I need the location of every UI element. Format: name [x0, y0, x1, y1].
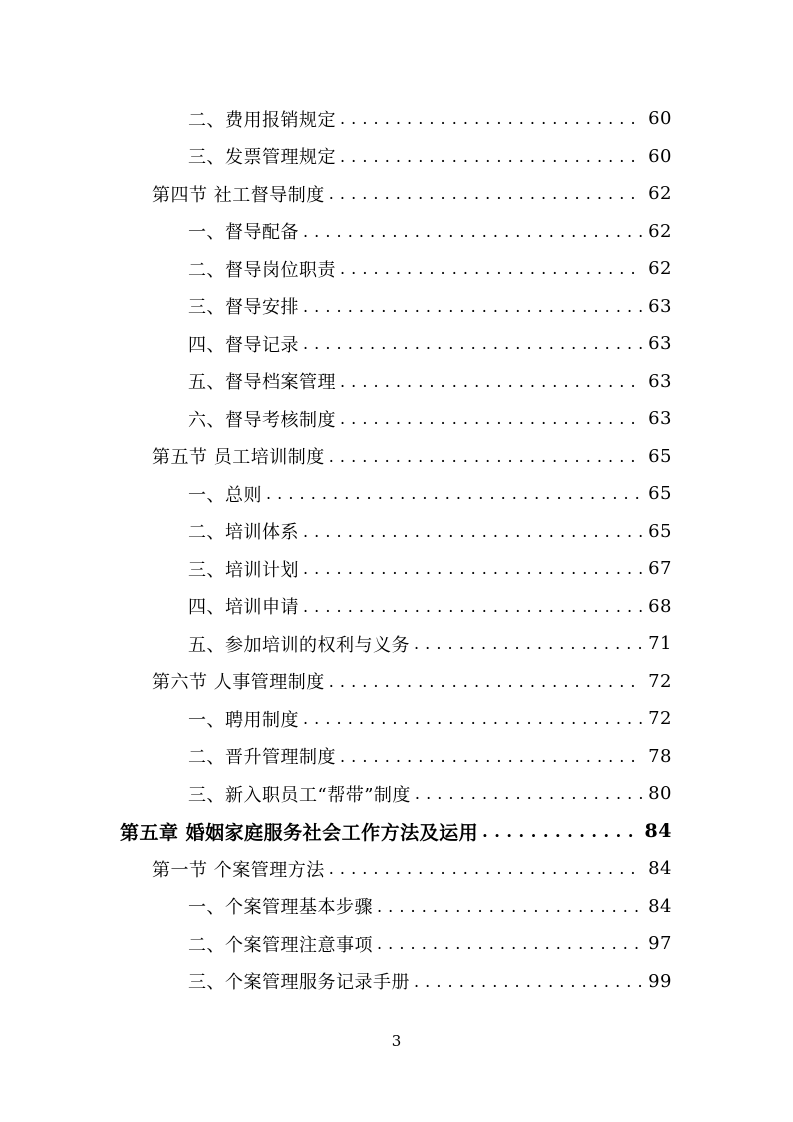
toc-leader-dots: [303, 597, 642, 616]
toc-page-number: 62: [648, 183, 672, 205]
toc-entry-title: 二、个案管理注意事项: [188, 934, 373, 956]
toc-page-number: 67: [648, 558, 672, 580]
toc-entry-title: 第五章 婚姻家庭服务社会工作方法及运用: [120, 821, 479, 844]
toc-item-row[interactable]: [0, 700, 793, 738]
toc-leader-dots: [266, 484, 642, 503]
toc-entry-title: 六、督导考核制度: [188, 409, 336, 431]
toc-leader-dots: [340, 747, 642, 766]
toc-entry-title: 第四节 社工督导制度: [152, 184, 325, 206]
toc-leader-dots: [340, 372, 642, 391]
toc-leader-dots: [303, 559, 642, 578]
toc-page-number: 63: [648, 295, 672, 317]
toc-page-number: 78: [648, 745, 672, 767]
toc-item-row[interactable]: [0, 925, 793, 963]
toc-leader-dots: [329, 184, 642, 203]
toc-entry-title: 三、新入职员工“帮带”制度: [188, 784, 411, 806]
toc-page-number: 60: [648, 145, 672, 167]
toc-leader-dots: [303, 334, 642, 353]
toc-page-number: 60: [648, 108, 672, 130]
toc-entry-title: 五、参加培训的权利与义务: [188, 634, 410, 656]
table-of-contents: [0, 100, 793, 1000]
toc-item-row[interactable]: [0, 775, 793, 813]
toc-item-row[interactable]: [0, 363, 793, 401]
toc-item-row[interactable]: [0, 213, 793, 251]
toc-entry-title: 一、督导配备: [188, 222, 299, 244]
toc-item-row[interactable]: [0, 588, 793, 626]
toc-leader-dots: [340, 259, 642, 278]
toc-item-row[interactable]: [0, 100, 793, 138]
toc-leader-dots: [340, 109, 642, 128]
toc-item-row[interactable]: [0, 625, 793, 663]
toc-leader-dots: [303, 522, 642, 541]
toc-entry-title: 第六节 人事管理制度: [152, 672, 325, 694]
toc-item-row[interactable]: [0, 250, 793, 288]
page-number: 3: [391, 1032, 402, 1050]
toc-leader-dots: [303, 709, 642, 728]
toc-page-number: 63: [648, 408, 672, 430]
toc-entry-title: 二、费用报销规定: [188, 109, 336, 131]
toc-leader-dots: [377, 934, 642, 953]
toc-page-number: 62: [648, 220, 672, 242]
toc-leader-dots: [414, 634, 642, 653]
toc-leader-dots: [482, 822, 638, 841]
toc-page-number: 65: [648, 520, 672, 542]
toc-page-number: 84: [648, 858, 672, 880]
toc-leader-dots: [414, 972, 642, 991]
toc-page-number: 65: [648, 483, 672, 505]
toc-item-row[interactable]: [0, 138, 793, 176]
toc-leader-dots: [340, 147, 642, 166]
toc-page-number: 68: [648, 595, 672, 617]
toc-leader-dots: [377, 897, 642, 916]
toc-leader-dots: [303, 297, 642, 316]
toc-item-row[interactable]: [0, 475, 793, 513]
toc-item-row[interactable]: [0, 963, 793, 1001]
toc-page-number: 65: [648, 445, 672, 467]
toc-item-row[interactable]: [0, 888, 793, 926]
toc-section-row[interactable]: [0, 663, 793, 701]
toc-entry-title: 四、培训申请: [188, 597, 299, 619]
toc-item-row[interactable]: [0, 513, 793, 551]
toc-entry-title: 二、督导岗位职责: [188, 259, 336, 281]
toc-leader-dots: [329, 859, 642, 878]
toc-page-number: 99: [648, 970, 672, 992]
toc-entry-title: 一、总则: [188, 484, 262, 506]
toc-entry-title: 一、个案管理基本步骤: [188, 897, 373, 919]
toc-page-number: 71: [648, 633, 672, 655]
toc-entry-title: 三、督导安排: [188, 297, 299, 319]
toc-entry-title: 四、督导记录: [188, 334, 299, 356]
toc-item-row[interactable]: [0, 325, 793, 363]
toc-page-number: 84: [644, 820, 672, 843]
toc-entry-title: 第一节 个案管理方法: [152, 859, 325, 881]
toc-leader-dots: [415, 784, 642, 803]
toc-page-number: 63: [648, 370, 672, 392]
toc-item-row[interactable]: [0, 738, 793, 776]
toc-page-number: 97: [648, 933, 672, 955]
toc-leader-dots: [303, 222, 642, 241]
toc-item-row[interactable]: [0, 288, 793, 326]
toc-page-number: 63: [648, 333, 672, 355]
toc-entry-title: 三、发票管理规定: [188, 147, 336, 169]
toc-entry-title: 三、个案管理服务记录手册: [188, 972, 410, 994]
toc-item-row[interactable]: [0, 550, 793, 588]
toc-page-number: 72: [648, 670, 672, 692]
toc-leader-dots: [329, 672, 642, 691]
toc-entry-title: 二、晋升管理制度: [188, 747, 336, 769]
toc-entry-title: 一、聘用制度: [188, 709, 299, 731]
toc-section-row[interactable]: [0, 850, 793, 888]
toc-chapter-row[interactable]: [0, 813, 793, 851]
toc-entry-title: 第五节 员工培训制度: [152, 447, 325, 469]
toc-entry-title: 五、督导档案管理: [188, 372, 336, 394]
toc-page-number: 62: [648, 258, 672, 280]
toc-page-number: 84: [648, 895, 672, 917]
toc-section-row[interactable]: [0, 175, 793, 213]
toc-entry-title: 二、培训体系: [188, 522, 299, 544]
toc-item-row[interactable]: [0, 400, 793, 438]
toc-leader-dots: [329, 447, 642, 466]
toc-entry-title: 三、培训计划: [188, 559, 299, 581]
toc-page-number: 80: [648, 783, 672, 805]
toc-leader-dots: [340, 409, 642, 428]
toc-section-row[interactable]: [0, 438, 793, 476]
toc-page-number: 72: [648, 708, 672, 730]
